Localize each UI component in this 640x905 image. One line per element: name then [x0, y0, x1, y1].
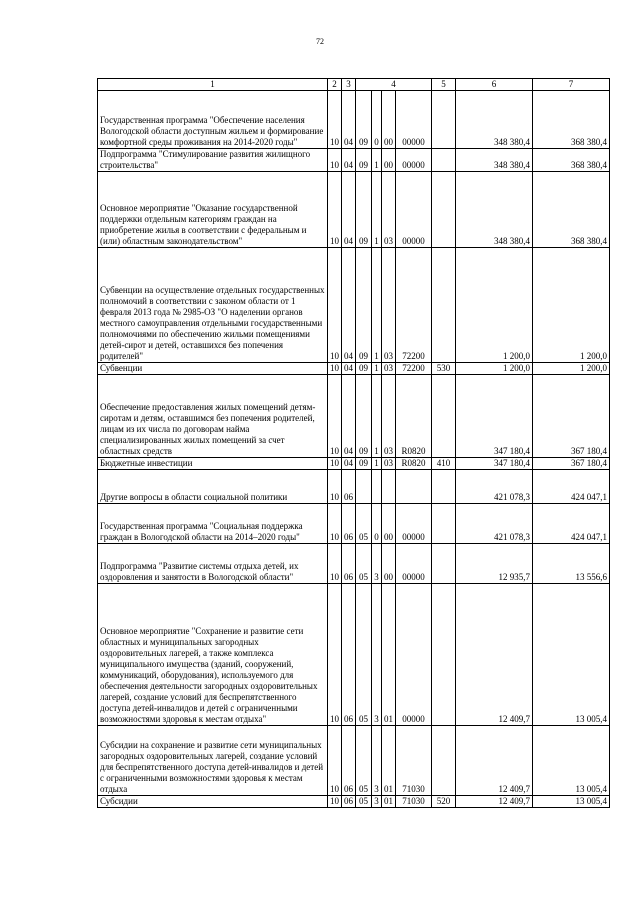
expense-type-cell: [432, 726, 456, 796]
program-code-cell: 09: [356, 363, 372, 375]
subsection-code-cell: 04: [342, 363, 356, 375]
amount-year2-cell: 424 047,1: [533, 470, 610, 504]
amount-year1-cell: 12 409,7: [456, 584, 533, 726]
table-row: [98, 726, 610, 796]
subprogram-code-cell: 1: [372, 363, 382, 375]
subsection-code-cell: 06: [342, 544, 356, 584]
page-number: 72: [316, 37, 324, 46]
subprogram-code-cell: 0: [372, 91, 382, 149]
activity-code-cell: 00: [382, 504, 396, 544]
amount-year2-cell: 13 556,6: [533, 544, 610, 584]
row-name-cell: Другие вопросы в области социальной политики: [98, 470, 328, 504]
direction-code-cell: 71030: [396, 726, 432, 796]
row-name-cell: Подпрограмма "Развитие системы отдыха детей, их оздоровления и занятости в Вологодской области": [98, 544, 328, 584]
amount-year1-cell: 348 380,4: [456, 149, 533, 172]
activity-code-cell: 03: [382, 172, 396, 248]
direction-code-cell: 71030: [396, 796, 432, 808]
section-code-cell: 10: [328, 172, 342, 248]
amount-year2-cell: 13 005,4: [533, 584, 610, 726]
table-row: [98, 470, 610, 504]
subprogram-code-cell: 3: [372, 726, 382, 796]
program-code-cell: 05: [356, 584, 372, 726]
subsection-code-cell: 04: [342, 458, 356, 470]
expense-type-cell: 530: [432, 363, 456, 375]
subsection-code-cell: 04: [342, 248, 356, 363]
program-code-cell: 05: [356, 726, 372, 796]
row-name-cell: Бюджетные инвестиции: [98, 458, 328, 470]
activity-code-cell: 01: [382, 796, 396, 808]
expense-type-cell: 520: [432, 796, 456, 808]
amount-year1-cell: 12 409,7: [456, 726, 533, 796]
program-code-cell: 09: [356, 248, 372, 363]
row-name-cell: Обеспечение предоставления жилых помещений детям-сиротам и детям, оставшимся без попечения родителей, лицам из их числа по договорам найма специализированных жилых помещений за счет областных средств: [98, 375, 328, 458]
subsection-code-cell: 04: [342, 172, 356, 248]
table-row: [98, 149, 610, 172]
amount-year1-cell: 348 380,4: [456, 172, 533, 248]
direction-code-cell: 00000: [396, 172, 432, 248]
header-cell-7: 7: [533, 79, 610, 91]
amount-year2-cell: 367 180,4: [533, 458, 610, 470]
section-code-cell: 10: [328, 470, 342, 504]
program-code-cell: 09: [356, 172, 372, 248]
subsection-code-cell: 06: [342, 470, 356, 504]
amount-year2-cell: 368 380,4: [533, 172, 610, 248]
program-code-cell: [356, 470, 372, 504]
activity-code-cell: 03: [382, 458, 396, 470]
expense-type-cell: [432, 172, 456, 248]
direction-code-cell: 00000: [396, 504, 432, 544]
section-code-cell: 10: [328, 458, 342, 470]
expense-type-cell: [432, 375, 456, 458]
row-name-cell: Государственная программа "Обеспечение населения Вологодской области доступным жильем и формирование комфортной среды проживания на 2014-2020 годы": [98, 91, 328, 149]
direction-code-cell: 72200: [396, 248, 432, 363]
header-cell-6: 6: [456, 79, 533, 91]
amount-year1-cell: 421 078,3: [456, 470, 533, 504]
table-row: [98, 363, 610, 375]
section-code-cell: 10: [328, 504, 342, 544]
amount-year2-cell: 368 380,4: [533, 149, 610, 172]
header-cell-3: 3: [342, 79, 356, 91]
expense-type-cell: [432, 248, 456, 363]
expense-type-cell: [432, 584, 456, 726]
header-cell-1: 1: [98, 79, 328, 91]
amount-year2-cell: 13 005,4: [533, 726, 610, 796]
activity-code-cell: 03: [382, 363, 396, 375]
amount-year1-cell: 12 409,7: [456, 796, 533, 808]
direction-code-cell: [396, 470, 432, 504]
subsection-code-cell: 06: [342, 504, 356, 544]
program-code-cell: 09: [356, 149, 372, 172]
subprogram-code-cell: 3: [372, 544, 382, 584]
expense-type-cell: [432, 504, 456, 544]
subsection-code-cell: 04: [342, 149, 356, 172]
amount-year2-cell: 13 005,4: [533, 796, 610, 808]
table-row: [98, 584, 610, 726]
activity-code-cell: [382, 470, 396, 504]
program-code-cell: 05: [356, 544, 372, 584]
amount-year2-cell: 1 200,0: [533, 363, 610, 375]
table-row: [98, 458, 610, 470]
table-row: [98, 248, 610, 363]
subprogram-code-cell: 3: [372, 584, 382, 726]
amount-year1-cell: 347 180,4: [456, 458, 533, 470]
direction-code-cell: 00000: [396, 149, 432, 172]
subprogram-code-cell: 1: [372, 248, 382, 363]
subprogram-code-cell: 1: [372, 375, 382, 458]
subsection-code-cell: 06: [342, 796, 356, 808]
activity-code-cell: 01: [382, 726, 396, 796]
section-code-cell: 10: [328, 544, 342, 584]
table-row: [98, 544, 610, 584]
subprogram-code-cell: 1: [372, 458, 382, 470]
direction-code-cell: R0820: [396, 458, 432, 470]
subprogram-code-cell: 3: [372, 796, 382, 808]
expense-type-cell: 410: [432, 458, 456, 470]
amount-year1-cell: 421 078,3: [456, 504, 533, 544]
subprogram-code-cell: 0: [372, 504, 382, 544]
expense-type-cell: [432, 149, 456, 172]
section-code-cell: 10: [328, 149, 342, 172]
table-header-row: [98, 79, 610, 91]
row-name-cell: Основное мероприятие "Оказание государственной поддержки отдельным категориям граждан на приобретение жилья в соответствии с федеральным и (или) областным законодательством": [98, 172, 328, 248]
amount-year2-cell: 1 200,0: [533, 248, 610, 363]
amount-year1-cell: 12 935,7: [456, 544, 533, 584]
section-code-cell: 10: [328, 375, 342, 458]
subsection-code-cell: 06: [342, 726, 356, 796]
amount-year2-cell: 424 047,1: [533, 504, 610, 544]
program-code-cell: 09: [356, 91, 372, 149]
direction-code-cell: 72200: [396, 363, 432, 375]
program-code-cell: 05: [356, 796, 372, 808]
activity-code-cell: 01: [382, 584, 396, 726]
header-cell-2: 2: [328, 79, 342, 91]
direction-code-cell: R0820: [396, 375, 432, 458]
section-code-cell: 10: [328, 363, 342, 375]
budget-table: [97, 78, 610, 808]
direction-code-cell: 00000: [396, 544, 432, 584]
subsection-code-cell: 04: [342, 375, 356, 458]
table-row: [98, 375, 610, 458]
subsection-code-cell: 06: [342, 584, 356, 726]
row-name-cell: Основное мероприятие "Сохранение и развитие сети областных и муниципальных загородных оздоровительных лагерей, а также комплекса муниципального имущества (зданий, сооружений, коммуникаций, оборудования), используемого для обеспечения деятельности загородных оздоровительных лагерей, создание условий для беспрепятственного доступа детей-инвалидов и детей с ограниченными возможностями здоровья к местам отдыха": [98, 584, 328, 726]
activity-code-cell: 03: [382, 375, 396, 458]
direction-code-cell: 00000: [396, 91, 432, 149]
expense-type-cell: [432, 544, 456, 584]
amount-year1-cell: 348 380,4: [456, 91, 533, 149]
program-code-cell: 09: [356, 458, 372, 470]
amount-year2-cell: 368 380,4: [533, 91, 610, 149]
subsection-code-cell: 04: [342, 91, 356, 149]
amount-year1-cell: 1 200,0: [456, 363, 533, 375]
row-name-cell: Субсидии: [98, 796, 328, 808]
subprogram-code-cell: [372, 470, 382, 504]
expense-type-cell: [432, 470, 456, 504]
activity-code-cell: 00: [382, 149, 396, 172]
row-name-cell: Субвенции на осуществление отдельных государственных полномочий в соответствии с законом области от 1 февраля 2013 года № 2985-ОЗ "О наделении органов местного самоуправления отдельными государственными полномочиями по обеспечению жильми помещениями детей-сирот и детей, оставшихся без попечения родителей": [98, 248, 328, 363]
amount-year1-cell: 1 200,0: [456, 248, 533, 363]
section-code-cell: 10: [328, 91, 342, 149]
header-cell-5: 5: [432, 79, 456, 91]
table-row: [98, 796, 610, 808]
row-name-cell: Подпрограмма "Стимулирование развития жилищного строительства": [98, 149, 328, 172]
row-name-cell: Субсидии на сохранение и развитие сети муниципальных загородных оздоровительных лагерей, создание условий для беспрепятственного доступа детей-инвалидов и детей с ограниченными возможностями здоровья к местам отдыха: [98, 726, 328, 796]
section-code-cell: 10: [328, 584, 342, 726]
row-name-cell: Субвенции: [98, 363, 328, 375]
activity-code-cell: 03: [382, 248, 396, 363]
table-row: [98, 91, 610, 149]
table-row: [98, 504, 610, 544]
activity-code-cell: 00: [382, 91, 396, 149]
section-code-cell: 10: [328, 796, 342, 808]
program-code-cell: 09: [356, 375, 372, 458]
header-cell-4: 4: [356, 79, 432, 91]
subprogram-code-cell: 1: [372, 172, 382, 248]
activity-code-cell: 00: [382, 544, 396, 584]
amount-year2-cell: 367 180,4: [533, 375, 610, 458]
amount-year1-cell: 347 180,4: [456, 375, 533, 458]
table-row: [98, 172, 610, 248]
direction-code-cell: 00000: [396, 584, 432, 726]
section-code-cell: 10: [328, 248, 342, 363]
subprogram-code-cell: 1: [372, 149, 382, 172]
section-code-cell: 10: [328, 726, 342, 796]
program-code-cell: 05: [356, 504, 372, 544]
row-name-cell: Государственная программа "Социальная поддержка граждан в Вологодской области на 2014–2020 годы": [98, 504, 328, 544]
expense-type-cell: [432, 91, 456, 149]
